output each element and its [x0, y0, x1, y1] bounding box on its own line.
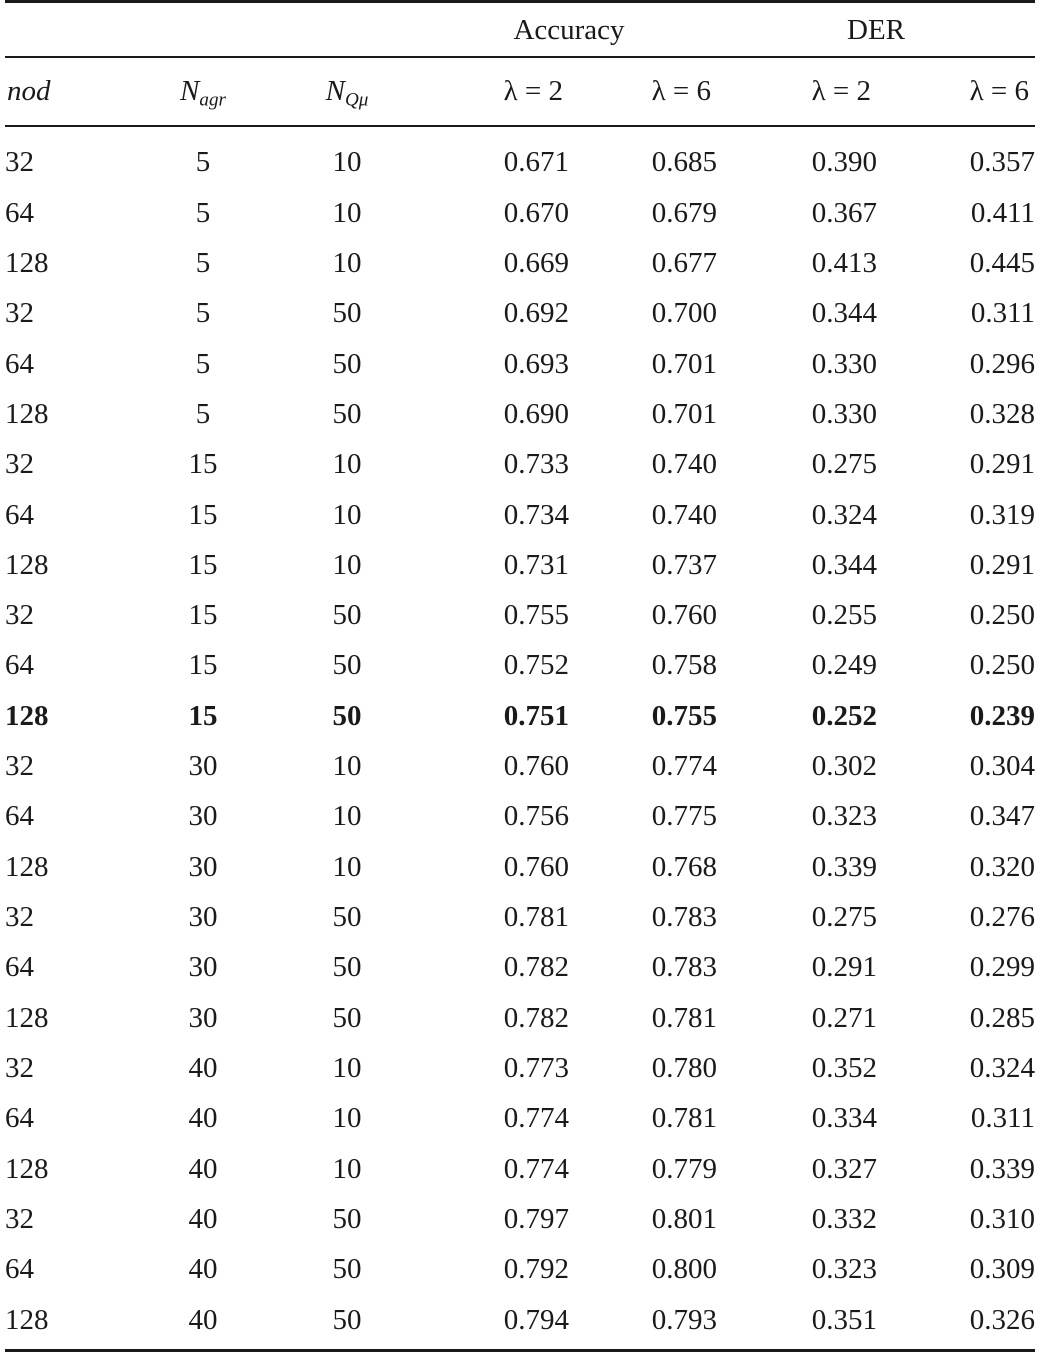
- cell-der_l6: 0.357: [969, 146, 1035, 179]
- cell-nqm: 50: [332, 1202, 362, 1235]
- cell-acc_l2: 0.751: [503, 699, 569, 732]
- cell-der_l2: 0.367: [811, 196, 877, 229]
- cell-nagr: 30: [188, 850, 218, 883]
- cell-acc_l6: 0.779: [651, 1152, 717, 1185]
- cell-acc_l6: 0.760: [651, 599, 717, 632]
- table-row: [5, 1043, 1035, 1093]
- cell-nod: 32: [5, 1202, 34, 1235]
- table-row: [5, 943, 1035, 993]
- table-row: [5, 842, 1035, 892]
- table-row: [5, 1295, 1035, 1345]
- cell-nod: 128: [5, 397, 49, 430]
- cell-acc_l2: 0.782: [503, 951, 569, 984]
- cell-nagr: 30: [188, 951, 218, 984]
- cell-nod: 32: [5, 750, 34, 783]
- cell-der_l2: 0.332: [811, 1202, 877, 1235]
- cell-nagr: 30: [188, 901, 218, 934]
- cell-acc_l2: 0.733: [503, 448, 569, 481]
- table-row: [5, 792, 1035, 842]
- cell-acc_l2: 0.760: [503, 750, 569, 783]
- cell-acc_l6: 0.793: [651, 1303, 717, 1336]
- cell-acc_l6: 0.677: [651, 246, 717, 279]
- cell-der_l2: 0.302: [811, 750, 877, 783]
- cell-der_l6: 0.310: [969, 1202, 1035, 1235]
- cell-acc_l2: 0.670: [503, 196, 569, 229]
- cell-acc_l2: 0.669: [503, 246, 569, 279]
- cell-der_l6: 0.296: [969, 347, 1035, 380]
- cell-nagr: 15: [188, 699, 218, 732]
- cell-acc_l6: 0.685: [651, 146, 717, 179]
- cell-acc_l6: 0.701: [651, 397, 717, 430]
- cell-der_l2: 0.344: [811, 548, 877, 581]
- cell-nagr: 5: [195, 397, 211, 430]
- cell-der_l6: 0.291: [969, 548, 1035, 581]
- table-row: [5, 591, 1035, 641]
- cell-der_l2: 0.291: [811, 951, 877, 984]
- cell-acc_l6: 0.740: [651, 498, 717, 531]
- table-foot: [5, 1345, 1035, 1355]
- cell-acc_l6: 0.780: [651, 1051, 717, 1084]
- cell-der_l2: 0.390: [811, 146, 877, 179]
- cell-der_l2: 0.330: [811, 347, 877, 380]
- cell-acc_l6: 0.781: [651, 1001, 717, 1034]
- cell-nod: 32: [5, 1051, 34, 1084]
- cell-der_l6: 0.311: [970, 297, 1035, 330]
- cell-nod: 64: [5, 951, 34, 984]
- table-row: [5, 130, 1035, 188]
- cell-acc_l2: 0.774: [503, 1152, 569, 1185]
- cell-acc_l2: 0.756: [503, 800, 569, 833]
- cell-nagr: 5: [195, 297, 211, 330]
- cell-nagr: 15: [188, 498, 218, 531]
- table-row: [5, 389, 1035, 439]
- cell-der_l6: 0.339: [969, 1152, 1035, 1185]
- cell-nqm: 10: [332, 800, 362, 833]
- column-header-nagr: $N_{agr}$: [180, 74, 226, 111]
- table-row: [5, 1144, 1035, 1194]
- cell-nod: 128: [5, 548, 49, 581]
- cell-nagr: 15: [188, 548, 218, 581]
- cell-der_l2: 0.351: [811, 1303, 877, 1336]
- cell-der_l6: 0.320: [969, 850, 1035, 883]
- cell-nod: 64: [5, 498, 34, 531]
- cell-der_l6: 0.319: [969, 498, 1035, 531]
- cell-acc_l2: 0.782: [503, 1001, 569, 1034]
- cell-acc_l2: 0.752: [503, 649, 569, 682]
- cell-der_l6: 0.239: [969, 699, 1035, 732]
- cell-nod: 32: [5, 599, 34, 632]
- cell-acc_l6: 0.755: [651, 699, 717, 732]
- table-row: [5, 238, 1035, 288]
- cell-der_l2: 0.344: [811, 297, 877, 330]
- cell-acc_l2: 0.773: [503, 1051, 569, 1084]
- cell-der_l6: 0.347: [969, 800, 1035, 833]
- cell-der_l2: 0.352: [811, 1051, 877, 1084]
- cell-nagr: 40: [188, 1253, 218, 1286]
- cell-nod: 64: [5, 649, 34, 682]
- cell-nqm: 10: [332, 498, 362, 531]
- cell-nod: 128: [5, 1303, 49, 1336]
- cell-der_l6: 0.299: [969, 951, 1035, 984]
- table-row: [5, 188, 1035, 238]
- cell-nqm: 50: [332, 901, 362, 934]
- cell-nod: 64: [5, 347, 34, 380]
- cell-nqm: 10: [332, 246, 362, 279]
- cell-acc_l6: 0.679: [651, 196, 717, 229]
- cell-acc_l6: 0.781: [651, 1102, 717, 1135]
- cell-nagr: 5: [195, 347, 211, 380]
- cell-der_l2: 0.252: [811, 699, 877, 732]
- cell-der_l2: 0.339: [811, 850, 877, 883]
- cell-nqm: 50: [332, 1253, 362, 1286]
- cell-acc_l2: 0.794: [503, 1303, 569, 1336]
- table-row: [5, 289, 1035, 339]
- table-row: [5, 893, 1035, 943]
- cell-nqm: 50: [332, 951, 362, 984]
- cell-acc_l2: 0.774: [503, 1102, 569, 1135]
- cell-der_l6: 0.304: [969, 750, 1035, 783]
- cell-acc_l2: 0.792: [503, 1253, 569, 1286]
- cell-acc_l2: 0.692: [503, 297, 569, 330]
- cell-acc_l2: 0.693: [503, 347, 569, 380]
- cell-der_l6: 0.250: [969, 599, 1035, 632]
- cell-nqm: 50: [332, 297, 362, 330]
- cell-acc_l6: 0.701: [651, 347, 717, 380]
- cell-der_l6: 0.328: [969, 397, 1035, 430]
- cell-der_l2: 0.249: [811, 649, 877, 682]
- cell-nod: 128: [5, 1152, 49, 1185]
- table-row: [5, 691, 1035, 741]
- cell-nod: 64: [5, 1102, 34, 1135]
- cell-nqm: 50: [332, 347, 362, 380]
- cell-der_l6: 0.311: [970, 1102, 1035, 1135]
- cell-acc_l6: 0.783: [651, 951, 717, 984]
- cell-nod: 128: [5, 850, 49, 883]
- column-header-der-lambda6: λ = 6: [969, 74, 1029, 107]
- table-head: [5, 2, 1035, 131]
- column-header-row: [5, 60, 1035, 127]
- cell-nqm: 10: [332, 548, 362, 581]
- cell-nqm: 10: [332, 850, 362, 883]
- cell-der_l6: 0.324: [969, 1051, 1035, 1084]
- cell-nagr: 40: [188, 1102, 218, 1135]
- cell-nagr: 15: [188, 599, 218, 632]
- table-row: [5, 440, 1035, 490]
- table-row: [5, 1194, 1035, 1244]
- cell-nqm: 10: [332, 1051, 362, 1084]
- cell-der_l6: 0.250: [969, 649, 1035, 682]
- cell-acc_l2: 0.734: [503, 498, 569, 531]
- column-header-der-lambda2: λ = 2: [811, 74, 871, 107]
- cell-nagr: 30: [188, 800, 218, 833]
- cell-der_l2: 0.327: [811, 1152, 877, 1185]
- cell-der_l2: 0.334: [811, 1102, 877, 1135]
- cell-nqm: 50: [332, 1303, 362, 1336]
- cell-nod: 128: [5, 1001, 49, 1034]
- column-header-accuracy-lambda6: λ = 6: [651, 74, 711, 107]
- cell-nagr: 40: [188, 1051, 218, 1084]
- cell-nod: 128: [5, 699, 49, 732]
- cell-acc_l6: 0.774: [651, 750, 717, 783]
- cell-der_l2: 0.413: [811, 246, 877, 279]
- cell-nagr: 15: [188, 448, 218, 481]
- cell-nqm: 50: [332, 599, 362, 632]
- cell-der_l6: 0.285: [969, 1001, 1035, 1034]
- cell-acc_l2: 0.731: [503, 548, 569, 581]
- cell-der_l2: 0.275: [811, 901, 877, 934]
- cell-acc_l2: 0.797: [503, 1202, 569, 1235]
- cell-nagr: 30: [188, 750, 218, 783]
- column-header-nqm: $N_{Q\mu}$: [325, 74, 369, 111]
- table-row: [5, 540, 1035, 590]
- group-header-blank-nqm: [273, 7, 421, 57]
- cell-nqm: 50: [332, 649, 362, 682]
- cell-nod: 128: [5, 246, 49, 279]
- cell-acc_l6: 0.740: [651, 448, 717, 481]
- table-row: [5, 1094, 1035, 1144]
- cell-der_l2: 0.271: [811, 1001, 877, 1034]
- cell-nod: 32: [5, 448, 34, 481]
- cell-acc_l6: 0.775: [651, 800, 717, 833]
- cell-nqm: 50: [332, 1001, 362, 1034]
- cell-nagr: 5: [195, 246, 211, 279]
- cell-nagr: 40: [188, 1152, 218, 1185]
- group-header-row: [5, 7, 1035, 57]
- cell-nod: 64: [5, 196, 34, 229]
- table-row: [5, 1245, 1035, 1295]
- cell-der_l2: 0.275: [811, 448, 877, 481]
- cell-nagr: 15: [188, 649, 218, 682]
- group-header-accuracy: Accuracy: [513, 13, 625, 46]
- group-header-blank-nagr: [133, 7, 273, 57]
- cell-nod: 32: [5, 146, 34, 179]
- cell-nagr: 40: [188, 1303, 218, 1336]
- cell-acc_l6: 0.783: [651, 901, 717, 934]
- cell-nqm: 50: [332, 397, 362, 430]
- table-body: [5, 130, 1035, 1345]
- cell-acc_l6: 0.801: [651, 1202, 717, 1235]
- cell-der_l6: 0.291: [969, 448, 1035, 481]
- cell-nod: 32: [5, 901, 34, 934]
- cell-nqm: 10: [332, 1152, 362, 1185]
- cell-der_l2: 0.330: [811, 397, 877, 430]
- cell-acc_l6: 0.758: [651, 649, 717, 682]
- cell-nod: 32: [5, 297, 34, 330]
- cell-der_l6: 0.309: [969, 1253, 1035, 1286]
- cell-nagr: 30: [188, 1001, 218, 1034]
- cell-nqm: 10: [332, 146, 362, 179]
- cell-nagr: 5: [195, 146, 211, 179]
- column-header-accuracy-lambda2: λ = 2: [503, 74, 563, 107]
- cell-nqm: 10: [332, 196, 362, 229]
- cell-der_l6: 0.326: [969, 1303, 1035, 1336]
- table-row: [5, 641, 1035, 691]
- results-table: [5, 0, 1035, 1355]
- bottom-rule: [5, 1350, 1035, 1355]
- cell-acc_l6: 0.737: [651, 548, 717, 581]
- cell-acc_l2: 0.755: [503, 599, 569, 632]
- cell-der_l6: 0.445: [969, 246, 1035, 279]
- cell-nqm: 50: [332, 699, 362, 732]
- group-header-der: DER: [847, 13, 905, 46]
- column-header-nod: nod: [7, 74, 51, 107]
- cell-acc_l2: 0.781: [503, 901, 569, 934]
- cell-acc_l2: 0.690: [503, 397, 569, 430]
- table-row: [5, 993, 1035, 1043]
- cell-der_l6: 0.276: [969, 901, 1035, 934]
- cell-der_l2: 0.323: [811, 800, 877, 833]
- table-row: [5, 490, 1035, 540]
- cell-nagr: 5: [195, 196, 211, 229]
- cell-nqm: 10: [332, 750, 362, 783]
- table-row: [5, 339, 1035, 389]
- cell-acc_l6: 0.800: [651, 1253, 717, 1286]
- cell-acc_l6: 0.700: [651, 297, 717, 330]
- cell-acc_l2: 0.671: [503, 146, 569, 179]
- cell-nqm: 10: [332, 1102, 362, 1135]
- cell-nod: 64: [5, 1253, 34, 1286]
- cell-der_l2: 0.255: [811, 599, 877, 632]
- cell-nagr: 40: [188, 1202, 218, 1235]
- cell-der_l2: 0.324: [811, 498, 877, 531]
- cell-nqm: 10: [332, 448, 362, 481]
- table-row: [5, 742, 1035, 792]
- group-header-blank-nod: [5, 7, 133, 57]
- cell-der_l2: 0.323: [811, 1253, 877, 1286]
- cell-acc_l6: 0.768: [651, 850, 717, 883]
- cell-der_l6: 0.411: [970, 196, 1035, 229]
- cell-nod: 64: [5, 800, 34, 833]
- cell-acc_l2: 0.760: [503, 850, 569, 883]
